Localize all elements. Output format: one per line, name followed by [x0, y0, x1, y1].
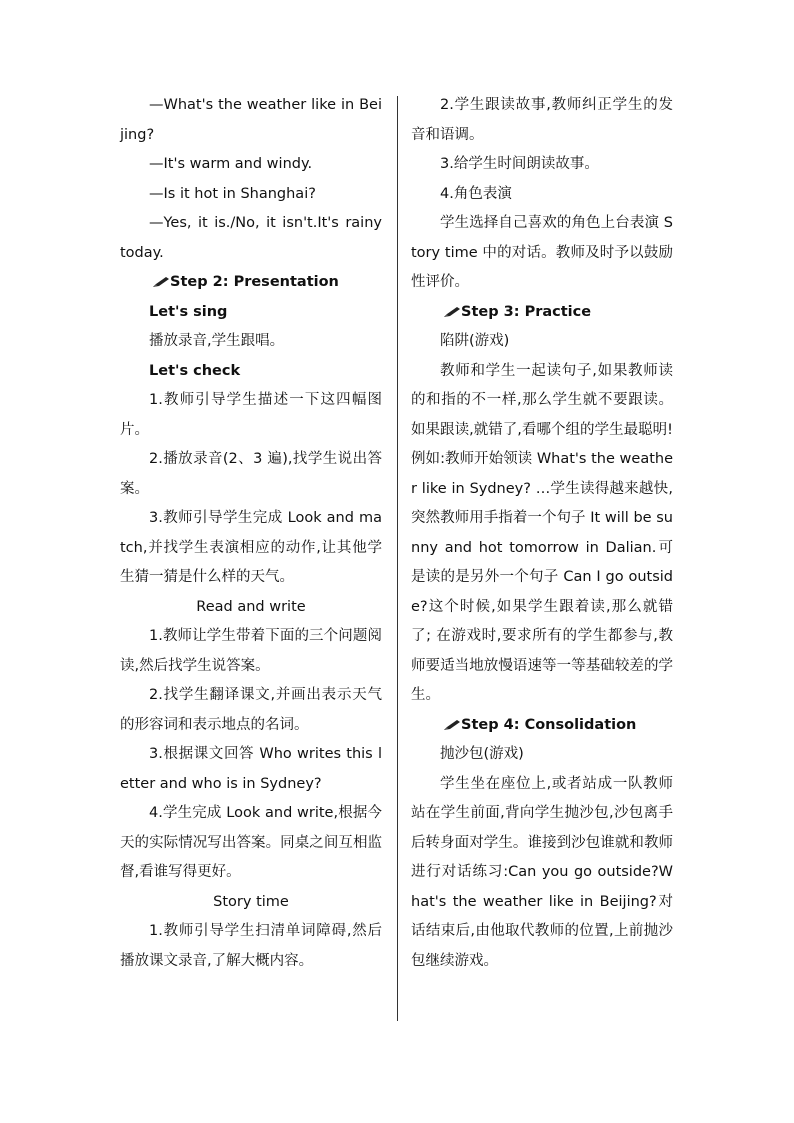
- step-heading: [120, 268, 382, 298]
- dialog-line: —What's the weather like in Beijing?: [120, 97, 382, 143]
- paragraph: 4.角色表演: [440, 185, 512, 202]
- step-heading: [411, 711, 673, 741]
- paragraph: 1.教师让学生带着下面的三个问题阅读,然后找学生说答案。: [120, 628, 382, 674]
- section-title: 陷阱(游戏): [440, 333, 510, 349]
- section-title: Let's sing: [149, 303, 228, 320]
- paragraph: 播放录音,学生跟唱。: [149, 333, 285, 349]
- section-title: Read and write: [196, 598, 306, 615]
- section-title: Story time: [213, 893, 289, 910]
- pen-icon: [443, 719, 461, 731]
- paragraph: 3.给学生时间朗读故事。: [440, 156, 599, 172]
- paragraph: 学生选择自己喜欢的角色上台表演 Story time 中的对话。教师及时予以鼓励性评价。: [411, 215, 673, 290]
- paragraph: 2.学生跟读故事,教师纠正学生的发音和语调。: [411, 97, 673, 143]
- paragraph: 教师和学生一起读句子,如果教师读的和指的不一样,那么学生就不要跟读。如果跟读,就错了,看哪个组的学生最聪明!例如:教师开始领读 What's the weather like in Sydney? …学生读得越来越快,突然教师用手指着一个句子 It will be sunny and hot tomorrow in Dalian.可是读的是另外一个句子 Can I go outside?这个时候,如果学生跟着读,那么就错了; 在游戏时,要求所有的学生都参与,教师要适当地放慢语速等一等基础较差的学生。: [411, 362, 673, 703]
- paragraph: 3.根据课文回答 Who writes this letter and who is in Sydney?: [120, 746, 382, 792]
- pen-icon: [443, 306, 461, 318]
- step-title: Step 2: Presentation: [170, 274, 339, 290]
- dialog-line: —Is it hot in Shanghai?: [149, 185, 316, 202]
- dialog-line: —Yes, it is./No, it isn't.It's rainy today.: [120, 215, 382, 261]
- left-column: [120, 91, 382, 976]
- paragraph: 2.找学生翻译课文,并画出表示天气的形容词和表示地点的名词。: [120, 687, 382, 733]
- pen-icon: [152, 276, 170, 288]
- dialog-line: —It's warm and windy.: [149, 156, 313, 172]
- paragraph: 1.教师引导学生扫清单词障碍,然后播放课文录音,了解大概内容。: [120, 923, 382, 969]
- paragraph: 1.教师引导学生描述一下这四幅图片。: [120, 392, 382, 438]
- paragraph: 4.学生完成 Look and write,根据今天的实际情况写出答案。同桌之间互相监督,看谁写得更好。: [120, 805, 382, 880]
- paragraph: 2.播放录音(2、3 遍),找学生说出答案。: [120, 451, 382, 497]
- right-column: [411, 91, 673, 976]
- section-title: Let's check: [149, 362, 241, 379]
- step-title: Step 4: Consolidation: [461, 716, 637, 733]
- column-divider: [397, 96, 398, 1021]
- section-title: 抛沙包(游戏): [440, 746, 524, 762]
- paragraph: 学生坐在座位上,或者站成一队教师站在学生前面,背向学生抛沙包,沙包离手后转身面对学生。谁接到沙包谁就和教师进行对话练习:Can you go outside?What's the weather like in Beijing?对话结束后,由他取代教师的位置,上前抛沙包继续游戏。: [411, 775, 673, 969]
- step-title: Step 3: Practice: [461, 303, 592, 320]
- step-heading: [411, 298, 673, 328]
- paragraph: 3.教师引导学生完成 Look and match,并找学生表演相应的动作,让其他学生猜一猜是什么样的天气。: [120, 510, 382, 585]
